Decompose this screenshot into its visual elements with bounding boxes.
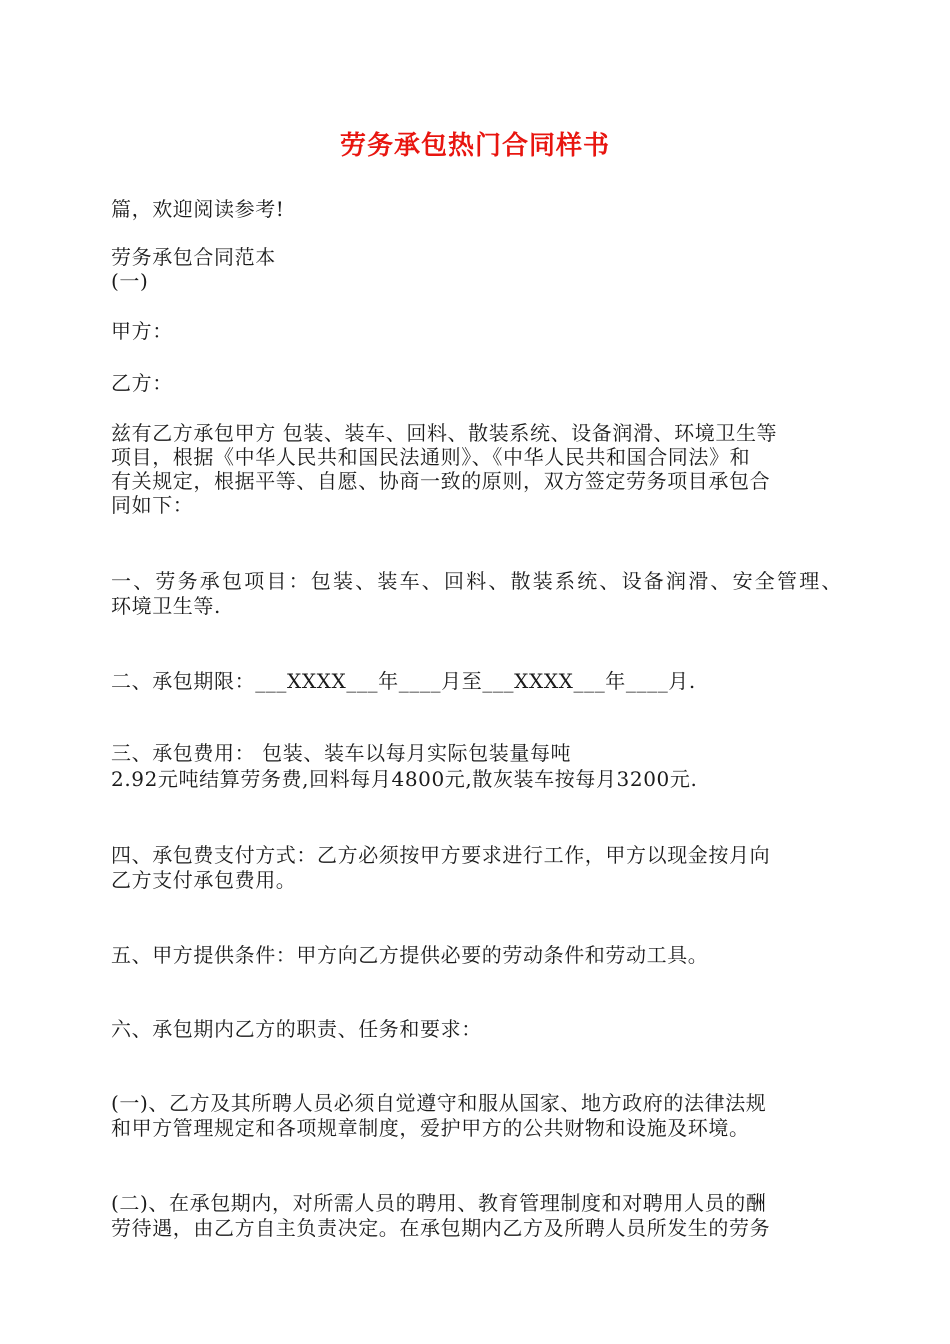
paragraph-line: 和甲方管理规定和各项规章制度，爱护甲方的公共财物和设施及环境。	[111, 1116, 750, 1140]
paragraph-line: 篇，欢迎阅读参考!	[111, 197, 285, 221]
paragraph-line: 劳务承包合同范本	[111, 245, 276, 269]
paragraph-line: (一)	[111, 269, 149, 293]
paragraph-line: 2.92元吨结算劳务费,回料每月4800元,散灰装车按每月3200元.	[111, 767, 698, 791]
paragraph-line: (一)、乙方及其所聘人员必须自觉遵守和服从国家、地方政府的法律法规	[111, 1091, 767, 1115]
paragraph-line: 乙方：	[111, 371, 173, 395]
paragraph-line: 乙方支付承包费用。	[111, 868, 297, 892]
paragraph-line: 同如下：	[111, 493, 194, 517]
paragraph-line: 劳待遇，由乙方自主负责决定。在承包期内乙方及所聘人员所发生的劳务	[111, 1216, 771, 1240]
paragraph-line: 兹有乙方承包甲方 包装、装车、回料、散装系统、设备润滑、环境卫生等	[111, 421, 778, 445]
paragraph-line: 三、承包费用： 包装、装车以每月实际包装量每吨	[111, 741, 572, 765]
paragraph-line: 四、承包费支付方式：乙方必须按甲方要求进行工作，甲方以现金按月向	[111, 843, 771, 867]
paragraph-line: 项目，根据《中华人民共和国民法通则》、《中华人民共和国合同法》和	[111, 445, 751, 469]
paragraph-line: 六、承包期内乙方的职责、任务和要求：	[111, 1017, 482, 1041]
paragraph-line: 一、劳务承包项目：包装、装车、回料、散装系统、设备润滑、安全管理、	[111, 569, 844, 593]
document-title: 劳务承包热门合同样书	[339, 131, 610, 161]
paragraph-line: 有关规定，根据平等、自愿、协商一致的原则，双方签定劳务项目承包合	[111, 469, 771, 493]
paragraph-line: 甲方：	[111, 319, 173, 343]
paragraph-line: 五、甲方提供条件：甲方向乙方提供必要的劳动条件和劳动工具。	[111, 943, 709, 967]
paragraph-line: 二、承包期限：___XXXX___年____月至___XXXX___年____月.	[111, 669, 696, 693]
paragraph-line: (二)、在承包期内，对所需人员的聘用、教育管理制度和对聘用人员的酬	[111, 1191, 767, 1215]
paragraph-line: 环境卫生等.	[111, 594, 221, 618]
